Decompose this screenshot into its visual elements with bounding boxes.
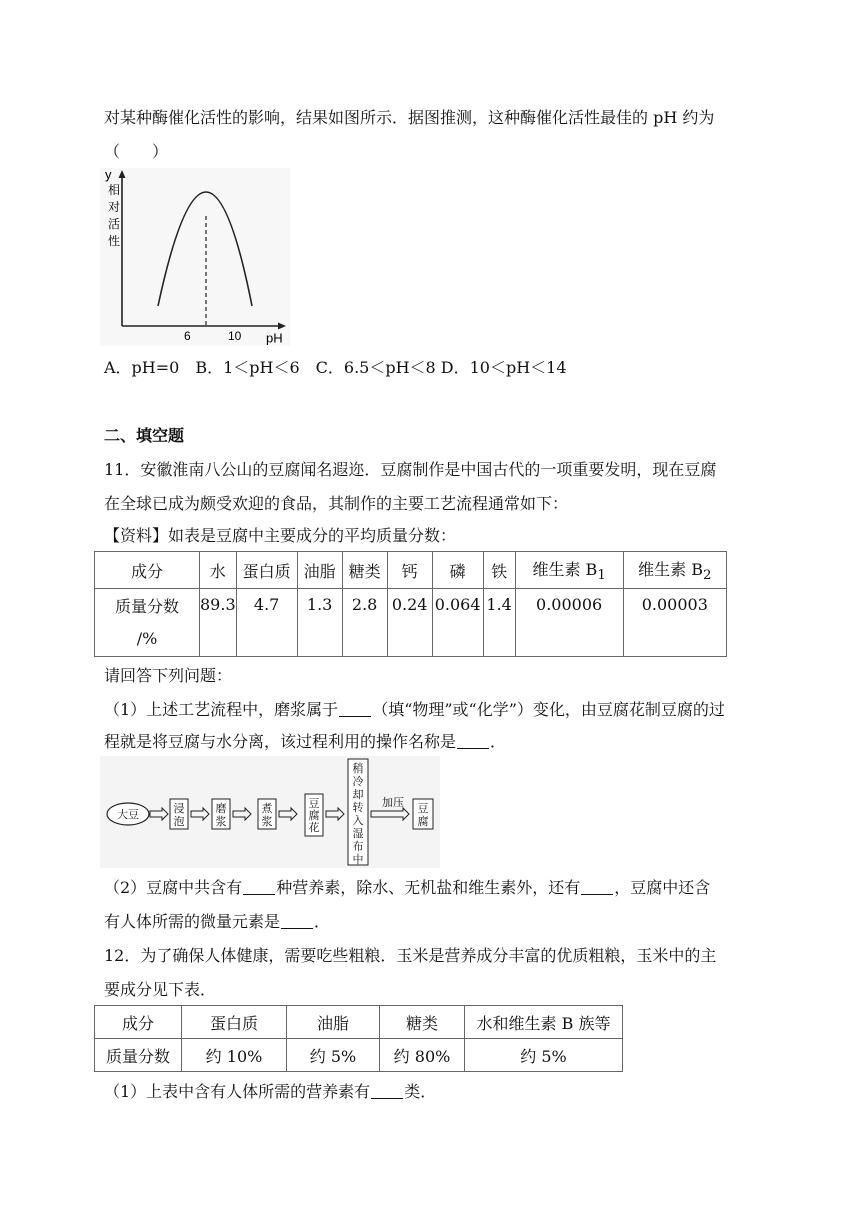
q11-line3: 【资料】如表是豆腐中主要成分的平均质量分数： bbox=[104, 526, 457, 545]
table-cell: 约 80% bbox=[380, 1039, 465, 1072]
svg-text:豆: 豆 bbox=[417, 803, 429, 815]
table-cell: 约 5% bbox=[465, 1039, 623, 1072]
svg-text:腐: 腐 bbox=[308, 810, 320, 822]
table-cell: 4.7 bbox=[236, 589, 297, 657]
q12-line1: 12．为了确保人体健康，需要吃些粗粮．玉米是营养成分丰富的优质粗粮，玉米中的主 bbox=[104, 946, 717, 965]
answer-blank[interactable] bbox=[243, 878, 275, 895]
table-cell: 1.4 bbox=[483, 589, 515, 657]
answer-blank[interactable] bbox=[339, 700, 371, 717]
table-cell: 水 bbox=[200, 552, 237, 589]
svg-text:浆: 浆 bbox=[261, 816, 273, 828]
svg-text:泡: 泡 bbox=[173, 816, 185, 828]
vitamin-b1-subscript: 1 bbox=[597, 568, 606, 584]
table-cell: 质量分数 /% bbox=[95, 589, 200, 657]
table-cell: 铁 bbox=[483, 552, 515, 589]
y-axis-letter: y bbox=[105, 168, 112, 182]
svg-text:磨: 磨 bbox=[215, 803, 227, 815]
q12-line2: 要成分见下表． bbox=[104, 980, 217, 999]
table-row bbox=[95, 589, 727, 657]
table-cell: 2.8 bbox=[342, 589, 387, 657]
flow-start-label: 大豆 bbox=[117, 809, 139, 821]
table-cell: 磷 bbox=[432, 552, 483, 589]
table-cell: 0.00003 bbox=[623, 589, 726, 657]
tofu-composition-table bbox=[94, 551, 727, 657]
table-cell: 糖类 bbox=[380, 1006, 465, 1039]
corn-composition-table bbox=[94, 1005, 623, 1072]
y-label-char-3: 活 bbox=[108, 217, 121, 231]
y-label-char-1: 相 bbox=[108, 183, 121, 197]
svg-text:浆: 浆 bbox=[215, 816, 227, 828]
vitamin-b1-label: 维生素 B bbox=[532, 559, 598, 579]
table-cell bbox=[623, 552, 726, 589]
table-cell: 1.3 bbox=[297, 589, 342, 657]
y-label-char-4: 性 bbox=[108, 234, 121, 248]
x-tick-6: 6 bbox=[184, 328, 191, 343]
table-cell: 糖类 bbox=[342, 552, 387, 589]
table-cell: 成分 bbox=[95, 552, 200, 589]
svg-text:煮: 煮 bbox=[261, 803, 273, 815]
svg-text:豆: 豆 bbox=[308, 798, 320, 810]
enzyme-activity-graph bbox=[100, 168, 290, 346]
table-cell: 油脂 bbox=[287, 1006, 380, 1039]
table-cell: 成分 bbox=[95, 1006, 182, 1039]
svg-text:入: 入 bbox=[352, 815, 364, 827]
table-cell: 油脂 bbox=[297, 552, 342, 589]
vitamin-b2-label: 维生素 B bbox=[638, 559, 703, 579]
answer-blank[interactable] bbox=[371, 1082, 403, 1099]
table-header-row bbox=[95, 1006, 623, 1039]
q11-part1-line2: 程就是将豆腐与水分离，该过程利用的操作名称是 ． bbox=[104, 732, 507, 751]
svg-text:稍: 稍 bbox=[352, 763, 364, 775]
q11-line1: 11．安徽淮南八公山的豆腐闻名遐迩．豆腐制作是中国古代的一项重要发明，现在豆腐 bbox=[104, 460, 717, 479]
table-cell: 89.3 bbox=[200, 589, 237, 657]
x-tick-10: 10 bbox=[228, 328, 242, 343]
svg-text:浸: 浸 bbox=[173, 803, 185, 815]
svg-text:湿: 湿 bbox=[352, 828, 364, 840]
q10-options: A．pH=0 B．1＜pH＜6 C．6.5＜pH＜8 D．10＜pH＜14 bbox=[104, 358, 567, 377]
svg-text:布: 布 bbox=[352, 841, 364, 853]
svg-text:转: 转 bbox=[352, 802, 364, 814]
table-cell: 0.24 bbox=[387, 589, 432, 657]
answer-blank[interactable] bbox=[457, 732, 489, 749]
q11-part2-line2: 有人体所需的微量元素是 ． bbox=[104, 912, 331, 931]
table-cell: 质量分数 bbox=[95, 1039, 182, 1072]
q11-prompt: 请回答下列问题： bbox=[104, 666, 233, 685]
q11-part2-line1: （2）豆腐中共含有 种营养素，除水、无机盐和维生素外，还有 ，豆腐中还含 bbox=[104, 878, 711, 897]
x-axis-label: pH bbox=[266, 330, 283, 346]
table-cell bbox=[515, 552, 623, 589]
table-cell: 0.064 bbox=[432, 589, 483, 657]
table-cell: 约 10% bbox=[182, 1039, 287, 1072]
answer-blank[interactable] bbox=[281, 912, 313, 929]
q10-stem-line2: （ ） bbox=[104, 142, 169, 161]
svg-text:却: 却 bbox=[352, 789, 364, 801]
q11-part1-line1: （1）上述工艺流程中，磨浆属于 （填“物理”或“化学”）变化，由豆腐花制豆腐的过 bbox=[104, 700, 725, 719]
q12-part1: （1）上表中含有人体所需的营养素有 类． bbox=[104, 1082, 437, 1101]
q11-line2: 在全球已成为颇受欢迎的食品，其制作的主要工艺流程通常如下： bbox=[104, 494, 569, 513]
table-row bbox=[95, 1039, 623, 1072]
tofu-process-flowchart bbox=[100, 756, 440, 868]
table-cell: 水和维生素 B 族等 bbox=[465, 1006, 623, 1039]
svg-text:腐: 腐 bbox=[417, 816, 429, 828]
answer-blank[interactable] bbox=[581, 878, 613, 895]
table-cell: 约 5% bbox=[287, 1039, 380, 1072]
table-cell: 蛋白质 bbox=[236, 552, 297, 589]
flow-press-label: 加压 bbox=[382, 797, 404, 809]
y-label-char-2: 对 bbox=[108, 200, 121, 214]
vitamin-b2-subscript: 2 bbox=[703, 568, 712, 584]
section-title: 二、填空题 bbox=[104, 426, 185, 445]
table-header-row bbox=[95, 552, 727, 589]
table-cell: 蛋白质 bbox=[182, 1006, 287, 1039]
svg-text:花: 花 bbox=[308, 822, 320, 834]
q10-stem-line1: 对某种酶催化活性的影响，结果如图所示．据图推测，这种酶催化活性最佳的 pH 约为 bbox=[104, 108, 715, 127]
svg-text:冷: 冷 bbox=[352, 776, 364, 788]
table-cell: 钙 bbox=[387, 552, 432, 589]
table-cell: 0.00006 bbox=[515, 589, 623, 657]
svg-text:中: 中 bbox=[352, 854, 364, 866]
